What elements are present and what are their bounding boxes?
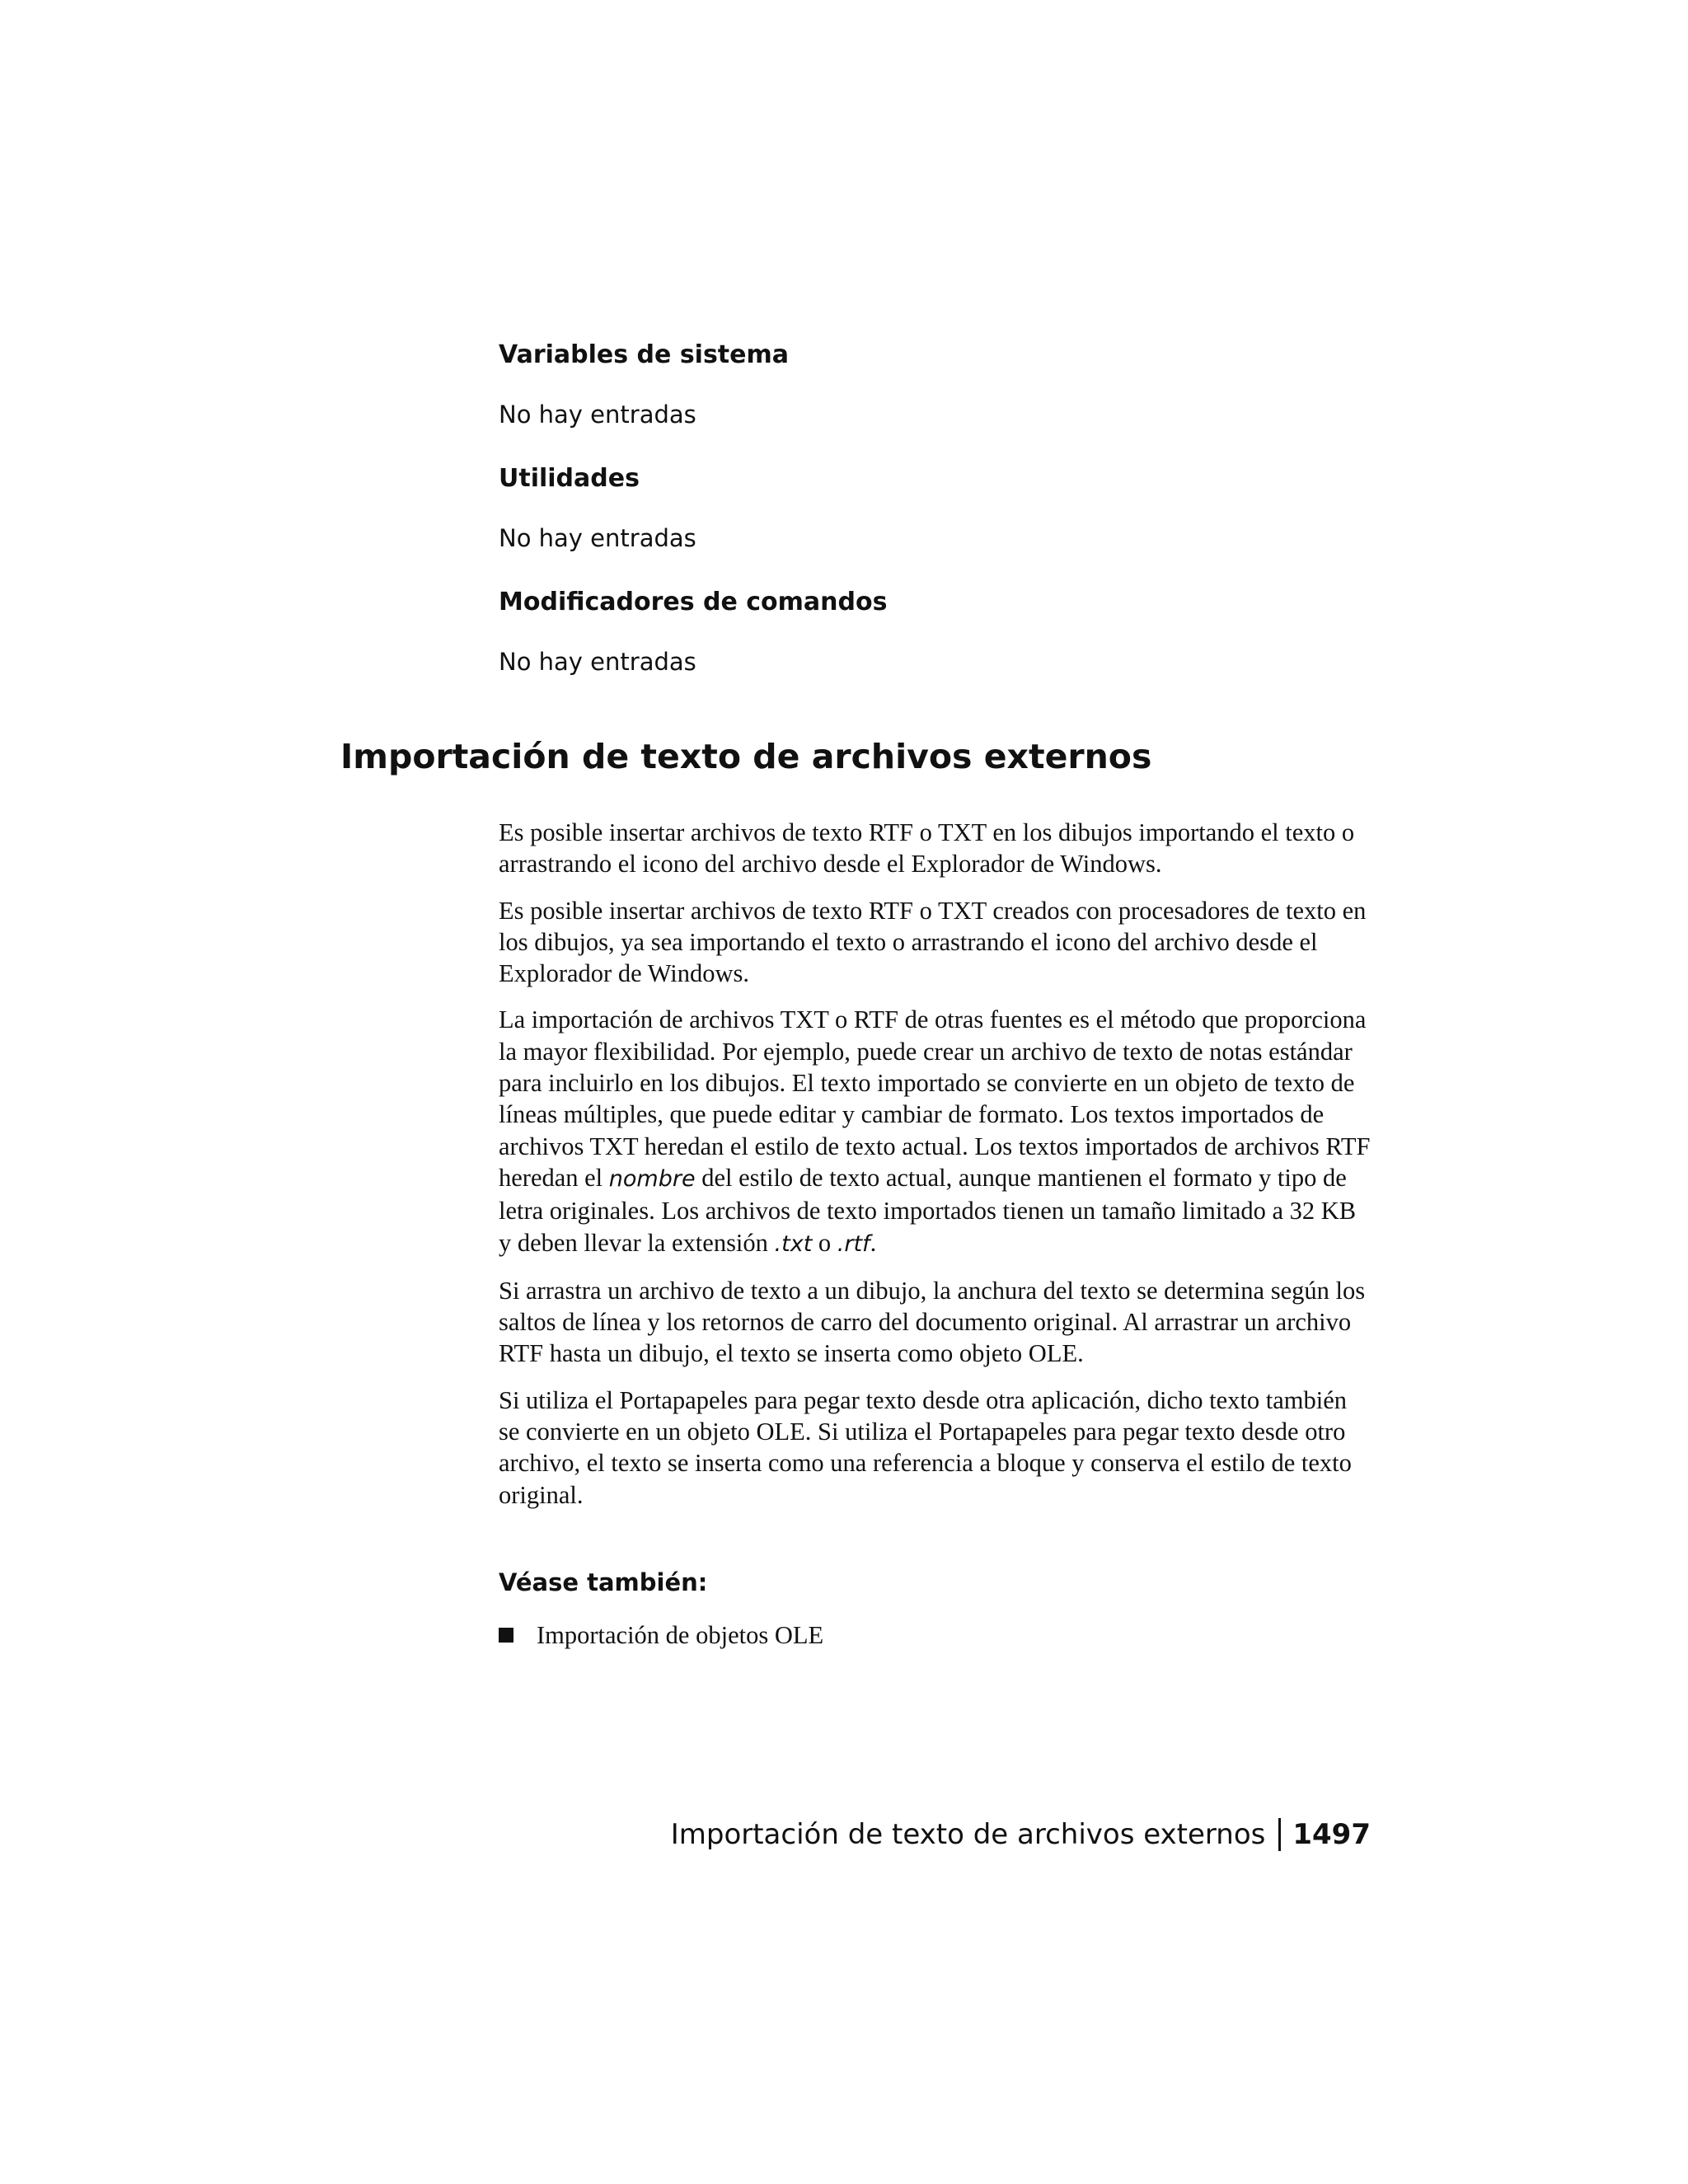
body-text <box>499 817 1374 1526</box>
paragraph-1: Es posible insertar archivos de texto RTF o TXT en los dibujos importando el texto o arrastrando el icono del archivo desde el Explorador de Windows. <box>499 818 1355 879</box>
see-also-link[interactable] <box>499 1619 823 1651</box>
paragraph-3-text-c: o <box>812 1228 837 1257</box>
italic-txt-extension: .txt <box>774 1230 813 1257</box>
page-footer <box>671 1817 1371 1852</box>
italic-nombre: nombre <box>608 1165 696 1192</box>
heading-variables-de-sistema: Variables de sistema <box>499 340 790 369</box>
square-bullet-icon <box>499 1628 513 1643</box>
entry-variables-de-sistema: No hay entradas <box>499 401 696 429</box>
heading-utilidades: Utilidades <box>499 464 640 493</box>
section-title: Importación de texto de archivos externos <box>340 737 1152 776</box>
page-number: 1497 <box>1292 1818 1371 1851</box>
footer-separator <box>1278 1818 1281 1851</box>
heading-modificadores-de-comandos: Modificadores de comandos <box>499 588 888 616</box>
paragraph-5: Si utiliza el Portapapeles para pegar texto desde otra aplicación, dicho texto también se convierte en un objeto OLE. Si utiliza el Portapapeles para pegar texto desde otro archivo, el texto se inserta como una referencia a bloque y conserva el estilo de texto original. <box>499 1385 1352 1509</box>
entry-modificadores-de-comandos: No hay entradas <box>499 648 696 676</box>
paragraph-3 <box>499 1004 1374 1259</box>
paragraph-3-text-d: . <box>870 1228 877 1257</box>
entry-utilidades: No hay entradas <box>499 524 696 552</box>
paragraph-2: Es posible insertar archivos de texto RTF o TXT creados con procesadores de texto en los dibujos, ya sea importando el texto o arrastrando el icono del archivo desde el Explorador de Windows. <box>499 896 1367 988</box>
paragraph-4: Si arrastra un archivo de texto a un dibujo, la anchura del texto se determina según los saltos de línea y los retornos de carro del documento original. Al arrastrar un archivo RTF hasta un dibujo, el texto se inserta como objeto OLE. <box>499 1276 1366 1368</box>
paragraph-3-text-b: del estilo de texto actual, aunque mantienen el formato y tipo de letra originales. Los archivos de texto importados tienen un tamaño limitado a 32 KB y deben llevar la extensión <box>499 1163 1357 1257</box>
see-also-label: Véase también: <box>499 1568 708 1596</box>
paragraph-3-text-a: La importación de archivos TXT o RTF de otras fuentes es el método que proporciona la mayor flexibilidad. Por ejemplo, puede crear un archivo de texto de notas estándar para incluirlo en los dibujos. El texto importado se convierte en un objeto de texto de líneas múltiples, que puede editar y cambiar de formato. Los textos importados de archivos TXT heredan el estilo de texto actual. Los textos importados de archivos RTF heredan el <box>499 1005 1371 1192</box>
italic-rtf-extension: .rtf <box>837 1230 870 1257</box>
see-also-link-text[interactable]: Importación de objetos OLE <box>537 1621 824 1649</box>
footer-title: Importación de texto de archivos externos <box>670 1818 1266 1851</box>
